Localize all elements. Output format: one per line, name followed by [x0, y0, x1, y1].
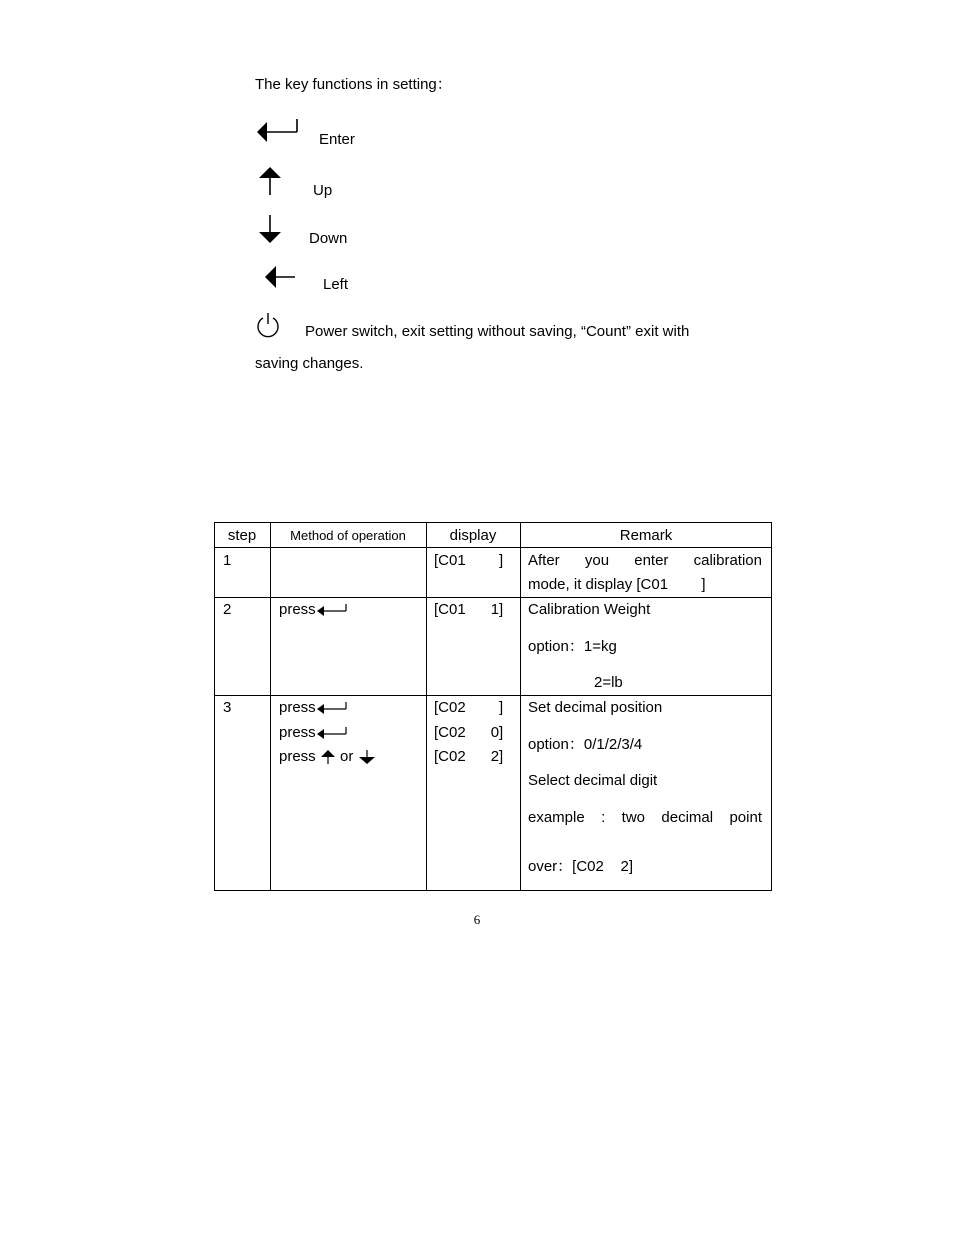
row3-method-press-1: press	[279, 699, 316, 716]
row3-display-1: [C02 ]	[434, 699, 504, 716]
row2-remark-line3: 2=lb	[594, 674, 623, 691]
row1-step: 1	[223, 552, 232, 569]
enter-arrow-icon	[316, 701, 348, 715]
row3-display-2: [C02 0]	[434, 724, 504, 741]
row2-method-press: press	[279, 601, 316, 618]
row3-remark-line3: Select decimal digit	[528, 772, 658, 789]
key-label-up: Up	[313, 182, 333, 199]
row3-step: 3	[223, 699, 232, 716]
page-heading: The key functions in setting：	[255, 76, 452, 93]
row2-remark-line1: Calibration Weight	[528, 601, 651, 618]
row3-method-line2	[279, 724, 348, 742]
key-label-enter: Enter	[319, 131, 355, 148]
key-label-left: Left	[323, 276, 349, 293]
left-arrow-icon	[264, 264, 296, 290]
row3-method-line1	[279, 699, 348, 717]
row1-remark-line1: After you enter calibration	[528, 552, 762, 569]
header-method: Method of operation	[290, 528, 406, 543]
row3-method-line3	[279, 748, 376, 766]
power-icon	[255, 312, 281, 338]
key-label-down: Down	[309, 230, 348, 247]
row2-step: 2	[223, 601, 232, 618]
row3-method-press-2: press	[279, 724, 316, 741]
key-label-power-continuation: saving changes.	[255, 355, 364, 372]
key-label-power: Power switch, exit setting without saving, “Count” exit with	[305, 323, 690, 340]
enter-arrow-icon	[256, 118, 300, 146]
row2-remark-line2: option：1=kg	[528, 638, 617, 655]
header-step: step	[227, 527, 257, 544]
page-number: 6	[473, 912, 481, 927]
up-arrow-icon	[320, 749, 336, 765]
row3-method-press-3: press	[279, 748, 316, 765]
row3-display-3: [C02 2]	[434, 748, 504, 765]
calibration-table	[214, 522, 772, 891]
up-arrow-icon	[257, 166, 283, 196]
row3-remark-line4: example : two decimal point	[528, 809, 762, 826]
header-display: display	[449, 527, 497, 544]
enter-arrow-icon	[316, 603, 348, 617]
down-arrow-icon	[358, 749, 376, 765]
row3-method-or: or	[340, 748, 354, 765]
row1-display: [C01 ]	[434, 552, 504, 569]
row1-remark-line2: mode, it display [C01 ]	[528, 576, 706, 593]
row2-method	[279, 601, 348, 619]
row2-display: [C01 1]	[434, 601, 504, 618]
row3-remark-line5: over：[C02 2]	[528, 858, 634, 875]
row3-remark-line1: Set decimal position	[528, 699, 663, 716]
header-remark: Remark	[619, 527, 673, 544]
down-arrow-icon	[257, 214, 283, 244]
enter-arrow-icon	[316, 726, 348, 740]
row3-remark-line2: option：0/1/2/3/4	[528, 736, 643, 753]
